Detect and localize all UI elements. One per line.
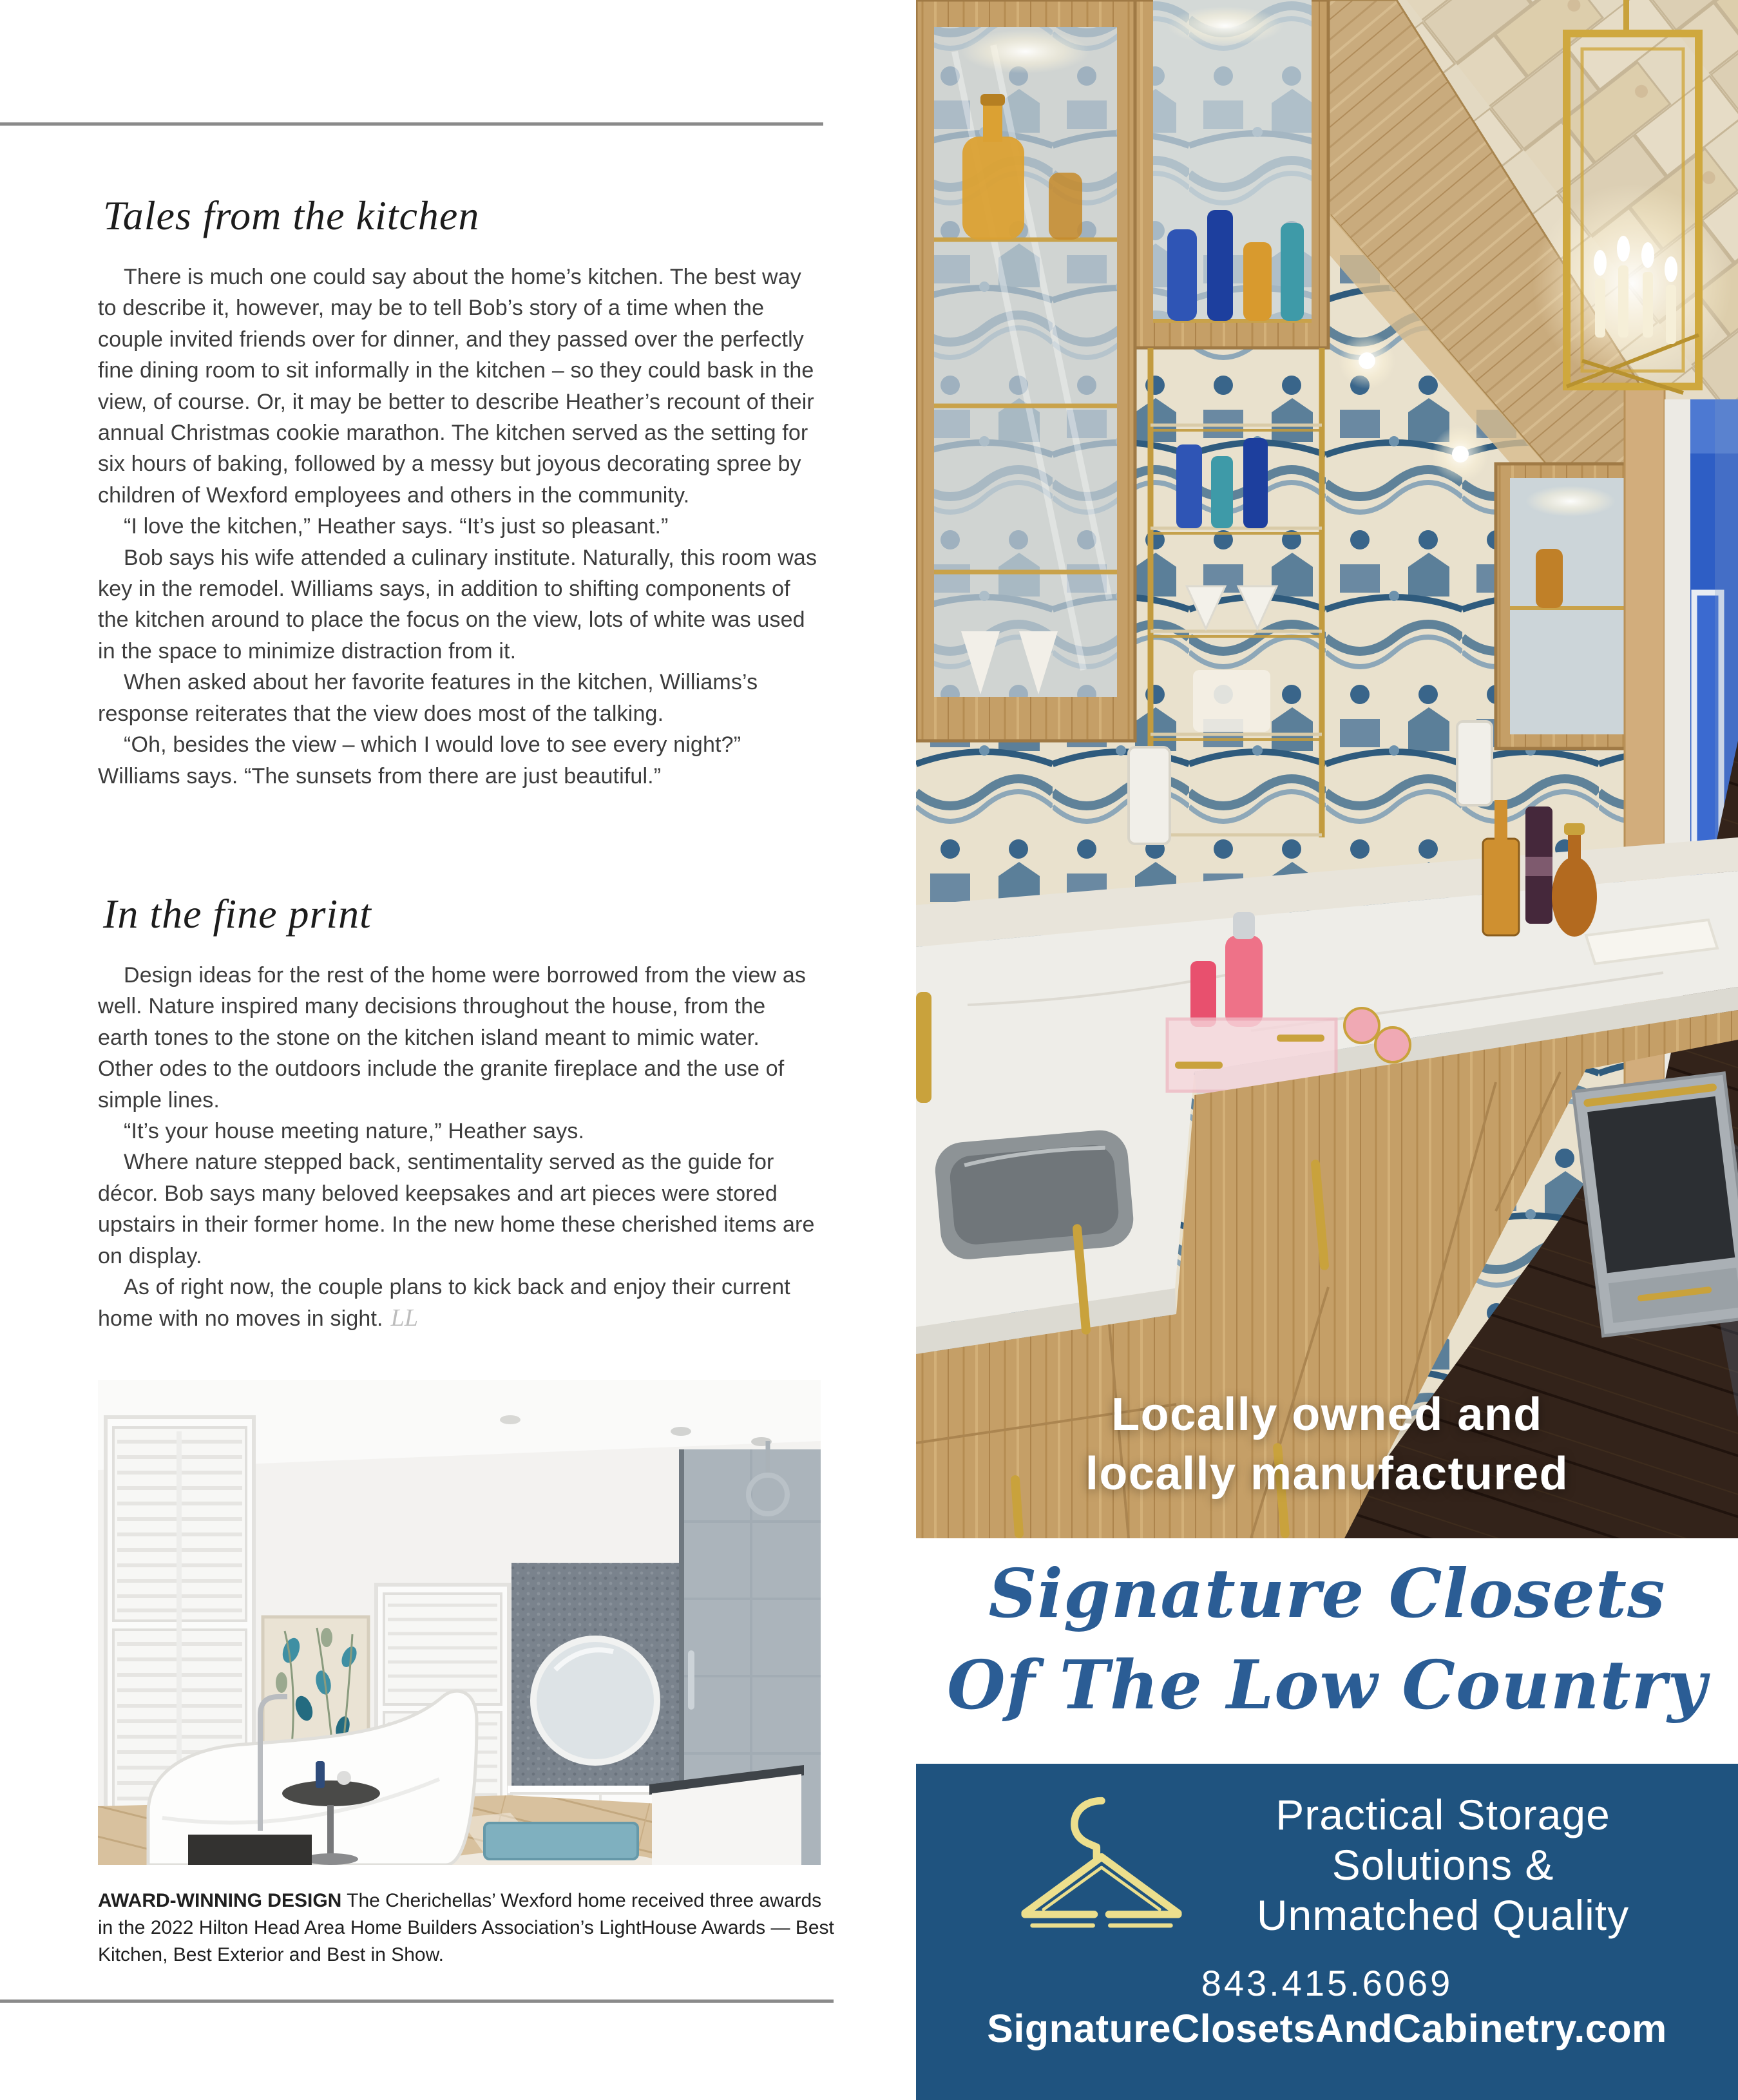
kitchen-sink: [933, 1128, 1136, 1261]
kitchen-right-cabinet: [1496, 464, 1645, 749]
photo-caption: [98, 1887, 840, 1969]
kitchen-left-cabinet: [916, 0, 1135, 741]
article-paragraph: There is much one could say about the home’s kitchen. The best way to describe it, however, may be to tell Bob’s story of a time when the couple invited friends over for dinner, and they passed over the perfectly fine dining room to sit informally in the kitchen – so they could bask in the view, of course. Or, it may be better to describe Heather’s recount of their annual Christmas cookie marathon. The kitchen served as the setting for six hours of baking, followed by a messy but joyous decorating spree by children of Wexford employees and others in the community.: [98, 265, 814, 508]
ad-tagline: [1218, 1790, 1668, 1940]
kitchen-photo: [916, 0, 1738, 1538]
article-paragraph: Bob says his wife attended a culinary institute. Naturally, this room was key in the remodel. Williams says, in addition to shifting components of the kitchen around to place the focus on the view, lots of white was used in the space to minimize distraction from it.: [98, 545, 817, 663]
bathroom-stool: [188, 1835, 312, 1865]
article-paragraph: Where nature stepped back, sentimentality served as the guide for décor. Bob says many beloved keepsakes and art pieces were stored upstairs in their former home. In the new home these cherished items are on display.: [98, 1150, 815, 1268]
article-paragraph-text: As of right now, the couple plans to kick back and enjoy their current home with no moves in sight.: [98, 1275, 790, 1332]
ad-tagline-line3: Unmatched Quality: [1256, 1891, 1630, 1939]
bottom-divider-rule: [0, 2000, 834, 2003]
article-end-mark: LL: [390, 1304, 419, 1332]
ad-overlay-line1: Locally owned and: [1111, 1389, 1543, 1440]
ad-brand-name: [916, 1538, 1738, 1764]
ad-tagline-line1: Practical Storage: [1275, 1791, 1610, 1838]
ad-brand-line1: Signature Closets: [988, 1554, 1666, 1633]
hanger-icon: [1005, 1793, 1198, 1942]
ad-phone-number: 843.415.6069: [1201, 1963, 1453, 2003]
ad-overlay-line2: locally manufactured: [1085, 1448, 1569, 1500]
signature-closets-ad: [916, 0, 1738, 2100]
ad-tagline-line2: Solutions &: [1332, 1841, 1554, 1889]
article-paragraph: [98, 1272, 821, 1335]
article-paragraph: “Oh, besides the view – which I would love to see every night?” Williams says. “The sunsets from there are just beautiful.”: [98, 732, 741, 788]
bathroom-photo: [98, 1380, 821, 1865]
kitchen-microwave: [1573, 1073, 1738, 1336]
ad-brand-line2: Of The Low Country: [947, 1645, 1707, 1724]
section-heading: Tales from the kitchen: [103, 193, 480, 238]
ad-banner: [916, 1764, 1738, 2100]
kitchen-gold-faucet: [916, 992, 931, 1103]
article-paragraph: When asked about her favorite features in the kitchen, Williams’s response reiterates that the view does most of the talking.: [98, 670, 758, 726]
article-paragraph: “I love the kitchen,” Heather says. “It’s just so pleasant.”: [124, 514, 669, 539]
top-divider-rule: [0, 122, 823, 126]
bathroom-mirror: [533, 1639, 657, 1762]
article-paragraph: Design ideas for the rest of the home were borrowed from the view as well. Nature inspired many decisions throughout the house, from the earth tones to the stone on the kitchen island meant to mimic water. Other odes to the outdoors include the granite fireplace and the use of simple lines.: [98, 963, 807, 1112]
article-section-fine-print: [98, 890, 821, 1335]
section-heading: In the fine print: [103, 891, 372, 937]
article-paragraph: “It’s your house meeting nature,” Heather says.: [124, 1119, 585, 1144]
photo-caption-text: The Cherichellas’ Wexford home received three awards in the 2022 Hilton Head Area Home Builders Association’s LightHouse Awards — Best Kitchen, Best Exterior and Best in Show.: [98, 1890, 834, 1965]
article-section-kitchen: [98, 192, 821, 792]
kitchen-upper-cabinet: [1135, 0, 1328, 348]
ad-website: SignatureClosetsAndCabinetry.com: [987, 2007, 1667, 2050]
ad-photo-overlay: [916, 1385, 1738, 1503]
photo-caption-label: AWARD-WINNING DESIGN: [98, 1890, 342, 1911]
